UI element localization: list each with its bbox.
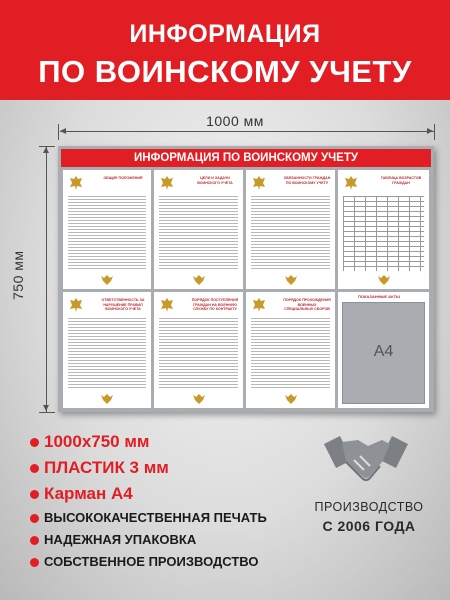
panel-text-lines [251,196,330,271]
panel-text-lines [251,318,330,390]
panel-text-lines [159,318,238,390]
panel-title: ПОРЯДОК ПОСТУПЛЕНИЯ ГРАЖДАН НА ВОЕННУЮ СЛУЖБУ ПО КОНТРАКТУ [191,298,239,311]
arrow-up-icon [43,147,49,153]
panel-title: ОБЩИЕ ПОЛОЖЕНИЯ [103,176,143,180]
bullet-icon [30,514,39,523]
bullet-icon [30,438,39,447]
eagle-crest-icon [69,297,83,313]
since-line1: ПРОИЗВОДСТВО [314,500,424,514]
board-panel [246,292,335,408]
banner-title-line2: ПО ВОИНСКОМУ УЧЕТУ [38,54,412,89]
panel-title: ЦЕЛИ И ЗАДАЧИ ВОИНСКОГО УЧЕТА [197,176,233,185]
pocket-panel [338,292,429,408]
eagle-crest-icon [160,175,174,191]
board-panel [246,170,335,289]
width-dimension-tick-right [434,124,435,140]
since-line2: С 2006 ГОДА [322,518,416,534]
bullet-icon [30,464,39,473]
eagle-crest-icon [252,175,266,191]
height-dimension-tick-bottom [39,412,55,413]
army-emblem-icon [192,274,206,286]
a4-pocket [342,302,425,404]
pocket-label: ПОКАЗАННЫЕ АКТЫ [358,294,400,299]
top-banner [0,0,450,100]
board-panel [154,170,243,289]
eagle-crest-icon [252,297,266,313]
height-dimension-line [46,146,47,412]
age-table-grid [343,196,424,271]
eagle-crest-icon [344,175,358,191]
feature-size: 1000x750 мм [30,432,267,458]
board-panel [63,292,151,408]
eagle-crest-icon [69,175,83,191]
board-panel-table [338,170,429,289]
board-panel [154,292,243,408]
feature-material: ПЛАСТИК 3 мм [30,458,267,484]
info-board [58,146,434,412]
feature-packing: НАДЕЖНАЯ УПАКОВКА [30,532,267,554]
bullet-icon [30,490,39,499]
panel-text-lines [68,196,146,271]
handshake-icon [322,430,410,496]
arrow-right-icon [427,128,433,134]
feature-list [30,432,267,576]
since-block [304,498,434,536]
panel-text-lines [68,318,146,390]
feature-print: ВЫСОКОКАЧЕСТВЕННАЯ ПЕЧАТЬ [30,510,267,532]
pocket-size-label: A4 [373,343,394,360]
width-dimension-label: 1000 мм [206,113,264,129]
board-panel [63,170,151,289]
army-emblem-icon [100,393,114,405]
arrow-down-icon [43,405,49,411]
panel-title: ПОРЯДОК ПРОХОЖДЕНИЯ ВОЕННЫХ СПЕЦИАЛЬНЫХ СБОРОВ [283,298,331,311]
bullet-icon [30,536,39,545]
army-emblem-icon [100,274,114,286]
panel-title: ОБЯЗАННОСТИ ГРАЖДАН ПО ВОИНСКОМУ УЧЕТУ [283,176,331,185]
height-dimension-label: 750 мм [10,250,26,300]
feature-pocket: Карман А4 [30,484,267,510]
panel-text-lines [159,196,238,271]
width-dimension-line [60,131,434,132]
feature-production: СОБСТВЕННОЕ ПРОИЗВОДСТВО [30,554,267,576]
army-emblem-icon [284,393,298,405]
width-dimension-tick-left [58,124,59,140]
army-emblem-icon [284,274,298,286]
arrow-left-icon [60,128,66,134]
panel-title: ТАБЛИЦА ВОЗРАСТОВ ГРАЖДАН [380,176,422,185]
banner-title-line1: ИНФОРМАЦИЯ [129,20,321,48]
army-emblem-icon [192,393,206,405]
panel-title: ОТВЕТСТВЕННОСТЬ ЗА НАРУШЕНИЕ ПРАВИЛ ВОИНСКОГО УЧЕТА [101,298,145,311]
bullet-icon [30,558,39,567]
board-title: ИНФОРМАЦИЯ ПО ВОИНСКОМУ УЧЕТУ [61,149,431,167]
army-emblem-icon [377,274,391,286]
eagle-crest-icon [160,297,174,313]
